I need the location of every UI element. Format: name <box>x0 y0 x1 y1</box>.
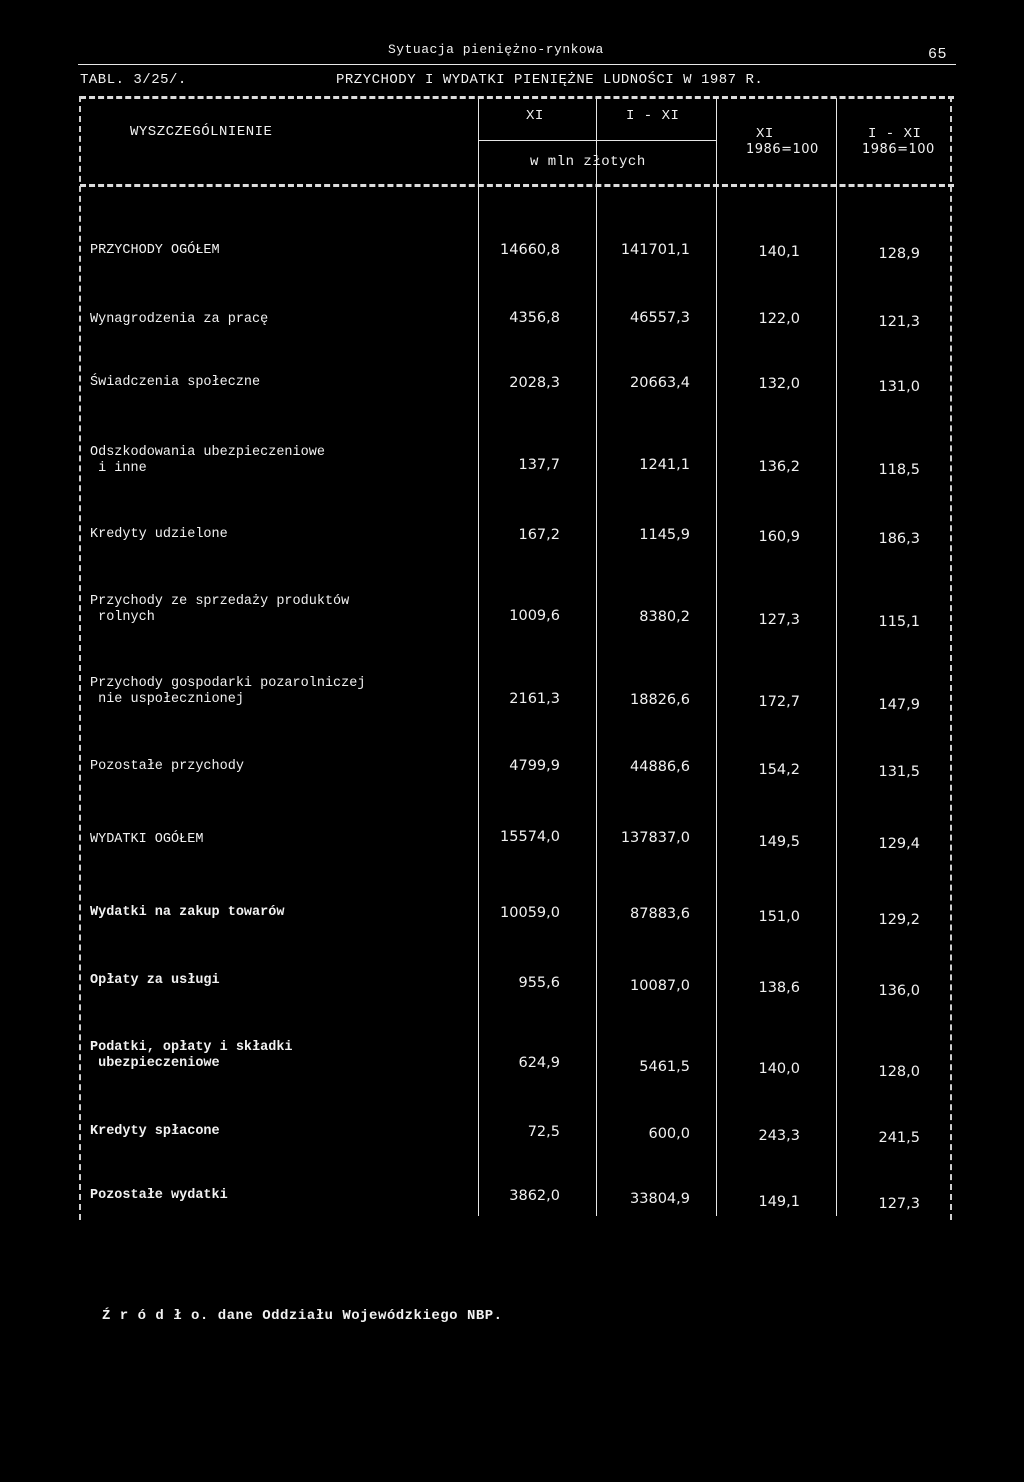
value-xi: 15574,0 <box>500 829 560 845</box>
column-divider-2 <box>596 98 597 1216</box>
value-i-xi: 33804,9 <box>630 1191 690 1207</box>
label-column-header: WYSZCZEGÓLNIENIE <box>130 124 273 140</box>
value-i-xi: 600,0 <box>648 1126 690 1142</box>
table-number: TABL. 3/25/. <box>80 72 187 88</box>
index-i-xi: 128,0 <box>878 1064 920 1080</box>
column-divider-4 <box>836 98 837 1216</box>
value-xi: 72,5 <box>527 1124 560 1140</box>
column-divider-3 <box>716 98 717 1216</box>
col4-header-top: I - XI <box>868 126 922 142</box>
index-i-xi: 129,2 <box>878 912 920 928</box>
row-label: Pozostałe wydatki <box>90 1188 228 1203</box>
index-xi: 127,3 <box>758 612 800 628</box>
index-xi: 140,1 <box>758 244 800 260</box>
index-i-xi: 131,5 <box>878 764 920 780</box>
index-i-xi: 136,0 <box>878 983 920 999</box>
col1-header: XI <box>526 108 544 124</box>
index-i-xi: 241,5 <box>878 1130 920 1146</box>
index-xi: 151,0 <box>758 909 800 925</box>
value-i-xi: 10087,0 <box>630 978 690 994</box>
row-label: WYDATKI OGÓŁEM <box>90 832 204 847</box>
index-xi: 149,5 <box>758 834 800 850</box>
table-left-border <box>79 96 81 1220</box>
value-xi: 1009,6 <box>509 608 560 624</box>
index-i-xi: 118,5 <box>878 462 920 478</box>
value-i-xi: 87883,6 <box>630 906 690 922</box>
value-xi: 4356,8 <box>509 310 560 326</box>
index-xi: 136,2 <box>758 459 800 475</box>
header-rule <box>78 64 956 65</box>
row-label: Przychody gospodarki pozarolniczej nie uspołecznionej <box>90 676 366 707</box>
value-i-xi: 8380,2 <box>639 609 690 625</box>
table-right-border <box>950 96 952 1220</box>
header-bottom-border <box>80 184 954 187</box>
col4-header-bottom: 1986=100 <box>862 142 935 157</box>
row-label: Kredyty spłacone <box>90 1124 220 1139</box>
index-i-xi: 186,3 <box>878 531 920 547</box>
value-xi: 10059,0 <box>500 905 560 921</box>
running-title: Sytuacja pieniężno-rynkowa <box>388 42 604 57</box>
index-i-xi: 115,1 <box>878 614 920 630</box>
value-xi: 167,2 <box>518 527 560 543</box>
index-i-xi: 131,0 <box>878 379 920 395</box>
unit-divider-line <box>478 140 716 141</box>
value-i-xi: 5461,5 <box>639 1059 690 1075</box>
row-label: Podatki, opłaty i składki ubezpieczeniowe <box>90 1040 293 1071</box>
row-label: Przychody ze sprzedaży produktów rolnych <box>90 594 350 625</box>
value-xi: 955,6 <box>518 975 560 991</box>
value-i-xi: 46557,3 <box>630 310 690 326</box>
row-label: Świadczenia społeczne <box>90 375 261 390</box>
value-i-xi: 137837,0 <box>620 830 690 846</box>
index-xi: 132,0 <box>758 376 800 392</box>
index-i-xi: 147,9 <box>878 697 920 713</box>
value-xi: 2161,3 <box>509 691 560 707</box>
index-xi: 149,1 <box>758 1194 800 1210</box>
source-note: Ź r ó d ł o. dane Oddziału Wojewódzkiego NBP. <box>102 1308 503 1324</box>
index-xi: 172,7 <box>758 694 800 710</box>
table-top-border <box>80 96 954 99</box>
row-label: PRZYCHODY OGÓŁEM <box>90 243 220 258</box>
value-xi: 4799,9 <box>509 758 560 774</box>
value-i-xi: 1145,9 <box>639 527 690 543</box>
row-label: Wydatki na zakup towarów <box>90 905 285 920</box>
value-xi: 624,9 <box>518 1055 560 1071</box>
value-i-xi: 44886,6 <box>630 759 690 775</box>
index-xi: 122,0 <box>758 311 800 327</box>
table-title: PRZYCHODY I WYDATKI PIENIĘŻNE LUDNOŚCI W 1987 R. <box>336 72 764 88</box>
col2-header: I - XI <box>626 108 680 124</box>
col3-header-top: XI <box>756 126 774 142</box>
row-label: Kredyty udzielone <box>90 527 228 542</box>
value-xi: 14660,8 <box>500 242 560 258</box>
value-i-xi: 141701,1 <box>620 242 690 258</box>
value-i-xi: 20663,4 <box>630 375 690 391</box>
index-xi: 138,6 <box>758 980 800 996</box>
index-xi: 154,2 <box>758 762 800 778</box>
row-label: Opłaty za usługi <box>90 973 220 988</box>
index-i-xi: 121,3 <box>878 314 920 330</box>
column-divider-1 <box>478 98 479 1216</box>
col3-header-bottom: 1986=100 <box>746 142 819 157</box>
value-xi: 137,7 <box>518 457 560 473</box>
value-xi: 3862,0 <box>509 1188 560 1204</box>
value-i-xi: 1241,1 <box>639 457 690 473</box>
value-i-xi: 18826,6 <box>630 692 690 708</box>
row-label: Wynagrodzenia za pracę <box>90 312 269 327</box>
index-xi: 243,3 <box>758 1128 800 1144</box>
row-label: Pozostałe przychody <box>90 759 244 774</box>
page-number: 65 <box>928 46 948 63</box>
unit-header: w mln złotych <box>530 154 646 170</box>
index-xi: 140,0 <box>758 1061 800 1077</box>
index-i-xi: 128,9 <box>878 246 920 262</box>
index-i-xi: 127,3 <box>878 1196 920 1212</box>
index-xi: 160,9 <box>758 529 800 545</box>
index-i-xi: 129,4 <box>878 836 920 852</box>
value-xi: 2028,3 <box>509 375 560 391</box>
row-label: Odszkodowania ubezpieczeniowe i inne <box>90 445 325 476</box>
